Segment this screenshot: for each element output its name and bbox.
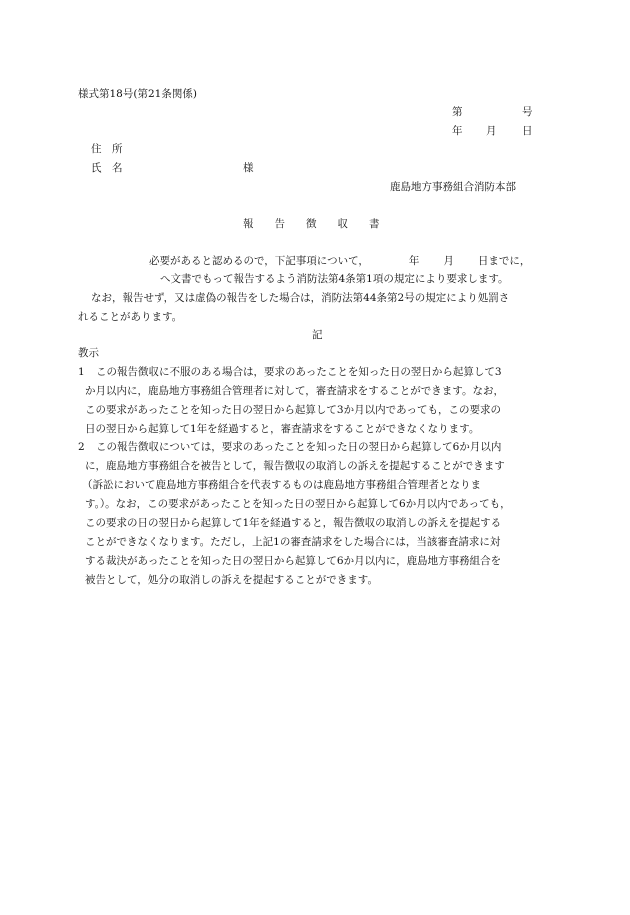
body-line-3: なお，報告せず，又は虚偽の報告をした場合は，消防法第44条第2号の規定により処罰さ [91,292,510,304]
item-line: ことができなくなります。ただし，上記1の審査請求をした場合には，当該審査請求に対 [85,536,501,548]
item-number: 1 [78,366,85,378]
issuer: 鹿島地方事務組合消防本部 [390,181,516,193]
name-label: 氏 名 [91,162,123,174]
notice-heading: 教示 [78,347,99,359]
form-number: 様式第18号(第21条関係) [78,88,197,100]
date-day: 日 [522,125,533,137]
item-number: 2 [78,441,85,453]
date-month: 月 [486,125,497,137]
body-line-1-month: 月 [443,255,454,267]
item-line: この報告徴収については，要求のあったことを知った日の翌日から起算して6か月以内 [96,441,502,453]
number-label: 第 [452,106,463,118]
honorific: 様 [243,162,254,174]
item-line: 日の翌日から起算して1年を経過すると，審査請求をすることができなくなります。 [85,423,480,435]
body-line-2: へ文書でもって報告するよう消防法第4条第1項の規定により要求します。 [160,273,509,285]
body-line-1-text: 必要があると認めるので，下記事項について， [149,255,369,267]
body-line-4: れることがあります。 [78,311,183,323]
ki-mark: 記 [312,329,323,341]
item-line: に，鹿島地方事務組合を被告として，報告徴収の取消しの訴えを提起することができます [85,460,505,472]
address-label: 住 所 [91,143,123,155]
item-line: （訴訟において鹿島地方事務組合を代表するものは鹿島地方事務組合管理者となりま [82,479,481,491]
document-title: 報 告 徴 収 書 [243,218,380,230]
item-line: する裁決があったことを知った日の翌日から起算して6か月以内に，鹿島地方事務組合を [85,555,502,567]
item-line: この要求があったことを知った日の翌日から起算して3か月以内であっても，この要求の [85,404,501,416]
item-line: す。）。なお，この要求があったことを知った日の翌日から起算して6か月以内であっても， [85,498,511,510]
item-line: 被告として，処分の取消しの訴えを提起することができます。 [85,574,378,586]
item-line: この報告徴収に不服のある場合は，要求のあったことを知った日の翌日から起算して3 [96,366,502,378]
item-line: か月以内に，鹿島地方事務組合管理者に対して，審査請求をすることができます。なお， [85,385,504,397]
body-line-1 [149,255,530,268]
body-line-1-year: 年 [408,255,420,267]
item-line: この要求の日の翌日から起算して1年を経過すると，報告徴収の取消しの訴えを提起する [85,517,502,529]
date-year: 年 [452,125,463,137]
number-suffix: 号 [522,106,533,118]
body-line-1-day: 日までに， [477,255,531,267]
